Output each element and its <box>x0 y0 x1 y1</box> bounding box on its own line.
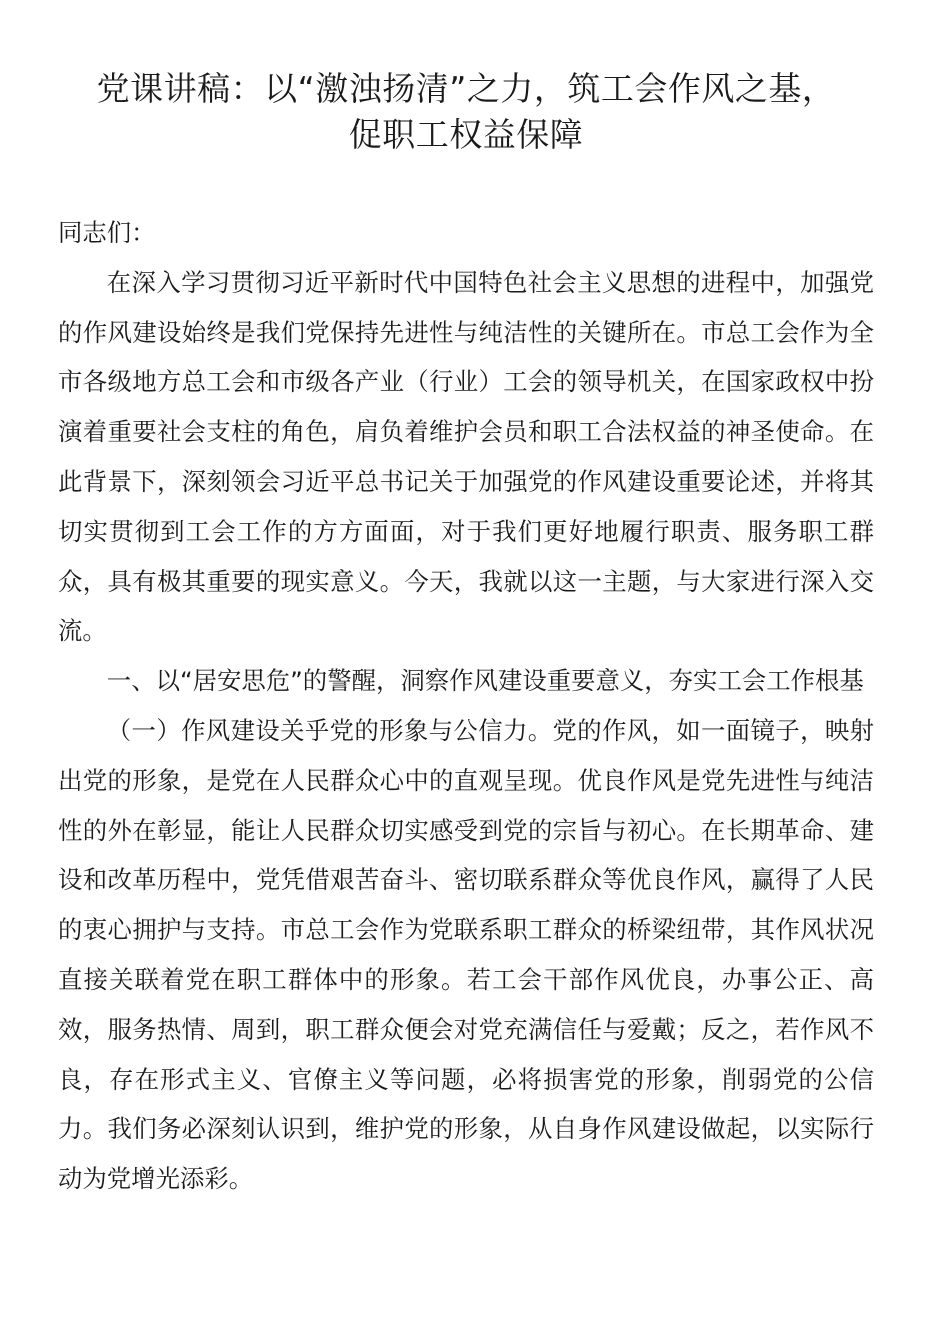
paragraph-intro: 在深入学习贯彻习近平新时代中国特色社会主义思想的进程中，加强党的作风建设始终是我们党保持先进性与纯洁性的关键所在。市总工会作为全市各级地方总工会和市级各产业（行业）工会的领导机关，在国家政权中扮演着重要社会支柱的角色，肩负着维护会员和职工合法权益的神圣使命。在此背景下，深刻领会习近平总书记关于加强党的作风建设重要论述，并将其切实贯彻到工会工作的方方面面，对于我们更好地履行职责、服务职工群众，具有极其重要的现实意义。今天，我就以这一主题，与大家进行深入交流。 <box>58 267 874 646</box>
document-title <box>58 66 874 158</box>
section-heading-1: 一、以“居安思危”的警醒，洞察作风建设重要意义，夯实工会工作根基 <box>106 666 864 696</box>
title-line-2: 促职工权益保障 <box>348 115 584 154</box>
salutation: 同志们： <box>58 218 156 247</box>
document-body <box>58 208 874 1204</box>
title-line-1: 党课讲稿：以“激浊扬清”之力，筑工会作风之基， <box>96 69 836 108</box>
paragraph-section-1-1: （一）作风建设关乎党的形象与公信力。党的作风，如一面镜子，映射出党的形象，是党在人民群众心中的直观呈现。优良作风是党先进性与纯洁性的外在彰显，能让人民群众切实感受到党的宗旨与初心。在长期革命、建设和改革历程中，党凭借艰苦奋斗、密切联系群众等优良作风，赢得了人民的衷心拥护与支持。市总工会作为党联系职工群众的桥梁纽带，其作风状况直接关联着党在职工群体中的形象。若工会干部作风优良，办事公正、高效，服务热情、周到，职工群众便会对党充满信任与爱戴；反之，若作风不良，存在形式主义、官僚主义等问题，必将损害党的形象，削弱党的公信力。我们务必深刻认识到，维护党的形象，从自身作风建设做起，以实际行动为党增光添彩。 <box>58 715 874 1194</box>
